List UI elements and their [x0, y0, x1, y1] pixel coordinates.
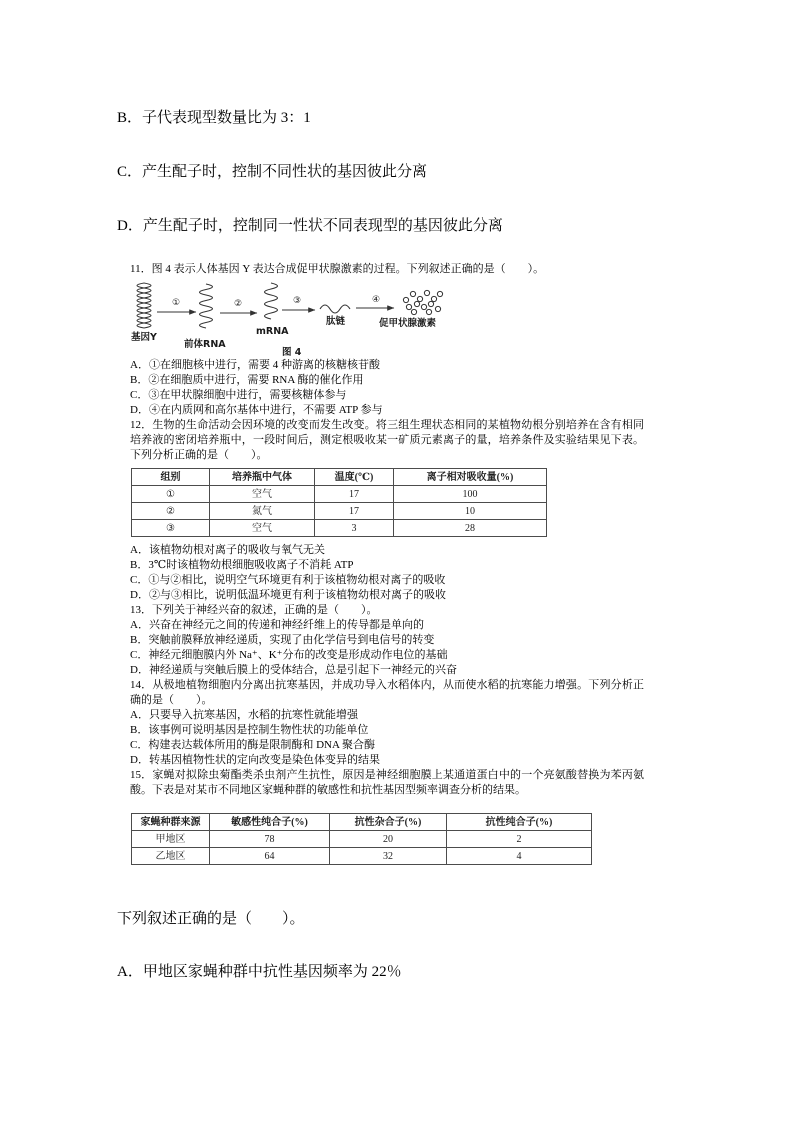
cell: 28 [394, 520, 547, 537]
cell: 氮气 [210, 503, 315, 520]
table-row [132, 520, 547, 537]
cell: 2 [447, 831, 592, 848]
step1-label: ① [171, 298, 181, 308]
cell: ② [132, 503, 210, 520]
q11-stem: 11．图 4 表示人体基因 Y 表达合成促甲状腺激素的过程。下列叙述正确的是（ ）。 [130, 263, 545, 275]
questions-block [130, 262, 644, 865]
option-c: C．产生配子时，控制不同性状的基因彼此分离 [117, 164, 428, 180]
gene-expression-diagram [130, 278, 460, 358]
table-row [132, 831, 592, 848]
gene-label: 基因Y [131, 332, 157, 343]
q13-option-d: D．神经递质与突触后膜上的受体结合，总是引起下一神经元的兴奋 [130, 664, 457, 676]
table-row [132, 848, 592, 865]
q13-option-a: A．兴奋在神经元之间的传递和神经纤维上的传导都是单向的 [130, 619, 424, 631]
dna-helix-icon [137, 283, 151, 328]
cell: ① [132, 486, 210, 503]
q13-option-b: B．突触前膜释放神经递质，实现了由化学信号到电信号的转变 [130, 634, 435, 646]
header-cell: 离子相对吸收量(%) [394, 469, 547, 486]
pre-rna-label: 前体RNA [184, 339, 226, 350]
q15-genotype-table [131, 813, 592, 865]
q15-stem: 15．家蝇对拟除虫菊酯类杀虫剂产生抗性，原因是神经细胞膜上某通道蛋白中的一个亮氨酸替换为苯丙氨酸。下表是对某市不同地区家蝇种群的敏感性和抗性基因型频率调查分析的结果。 [130, 769, 644, 796]
figure-caption: 图 4 [282, 347, 302, 358]
table-row [132, 486, 547, 503]
header-cell: 抗性纯合子(%) [447, 814, 592, 831]
table-header-row [132, 814, 592, 831]
q12-option-c: C．①与②相比，说明空气环境更有利于该植物幼根对离子的吸收 [130, 574, 446, 586]
header-cell: 家蝇种群来源 [132, 814, 210, 831]
hormone-label: 促甲状腺激素 [379, 318, 437, 329]
q12-option-d: D．②与③相比，说明低温环境更有利于该植物幼根对离子的吸收 [130, 589, 446, 601]
cell: 64 [210, 848, 330, 865]
q13-option-c: C．神经元细胞膜内外 Na⁺、K⁺分布的改变是形成动作电位的基础 [130, 649, 448, 661]
q15-followup-prompt: 下列叙述正确的是（ ）。 [117, 911, 305, 927]
pre-rna-icon [200, 284, 213, 328]
q14-option-d: D．转基因植物性状的定向改变是染色体变异的结果 [130, 754, 380, 766]
header-cell: 培养瓶中气体 [210, 469, 315, 486]
cell: 4 [447, 848, 592, 865]
q11-option-b: B．②在细胞质中进行，需要 RNA 酶的催化作用 [130, 374, 364, 386]
q15-followup-option-a: A．甲地区家蝇种群中抗性基因频率为 22％ [117, 964, 402, 980]
header-cell: 组别 [132, 469, 210, 486]
cell: 乙地区 [132, 848, 210, 865]
header-cell: 敏感性纯合子(%) [210, 814, 330, 831]
option-b: B．子代表现型数量比为 3：1 [117, 110, 311, 126]
cell: 空气 [210, 520, 315, 537]
cell: 17 [315, 486, 394, 503]
q14-option-c: C．构建表达载体所用的酶是限制酶和 DNA 聚合酶 [130, 739, 376, 751]
cell: 空气 [210, 486, 315, 503]
step2-label: ② [233, 299, 243, 309]
q12-experiment-table [131, 468, 547, 537]
cell: 78 [210, 831, 330, 848]
q14-option-b: B．该事例可说明基因是控制生物性状的功能单位 [130, 724, 369, 736]
q13-stem: 13．下列关于神经兴奋的叙述，正确的是（ ）。 [130, 604, 378, 616]
cell: 100 [394, 486, 547, 503]
step4-label: ④ [371, 295, 381, 305]
cell: 20 [330, 831, 447, 848]
cell: ③ [132, 520, 210, 537]
q11-option-c: C．③在甲状腺细胞中进行，需要核糖体参与 [130, 389, 347, 401]
cell: 32 [330, 848, 447, 865]
q11-option-d: D．④在内质网和高尔基体中进行，不需要 ATP 参与 [130, 404, 383, 416]
mrna-label: mRNA [256, 326, 289, 337]
q11-option-a: A．①在细胞核中进行，需要 4 种游离的核糖核苷酸 [130, 359, 380, 371]
q12-option-a: A．该植物幼根对离子的吸收与氧气无关 [130, 544, 325, 556]
cell: 17 [315, 503, 394, 520]
step3-label: ③ [292, 296, 302, 306]
hormone-molecules-icon [403, 290, 442, 314]
cell: 甲地区 [132, 831, 210, 848]
q12-option-b: B．3℃时该植物幼根细胞吸收离子不消耗 ATP [130, 559, 354, 571]
table-row [132, 503, 547, 520]
mrna-icon [265, 283, 278, 319]
cell: 10 [394, 503, 547, 520]
option-d: D．产生配子时，控制同一性状不同表现型的基因彼此分离 [117, 218, 503, 234]
q14-option-a: A．只要导入抗寒基因，水稻的抗寒性就能增强 [130, 709, 358, 721]
q12-stem: 12．生物的生命活动会因环境的改变而发生改变。将三组生理状态相同的某植物幼根分别培养在含有相同培养液的密闭培养瓶中，一段时间后，测定根吸收某一矿质元素离子的量，培养条件及实验结果见下表。下列分析正确的是（ ）。 [130, 419, 644, 461]
peptide-chain-icon [320, 305, 350, 313]
table-header-row [132, 469, 547, 486]
q14-stem: 14．从极地植物细胞内分离出抗寒基因，并成功导入水稻体内，从而使水稻的抗寒能力增强。下列分析正确的是（ ）。 [130, 679, 644, 706]
header-cell: 抗性杂合子(%) [330, 814, 447, 831]
cell: 3 [315, 520, 394, 537]
peptide-label: 肽链 [326, 316, 346, 327]
header-cell: 温度(℃) [315, 469, 394, 486]
